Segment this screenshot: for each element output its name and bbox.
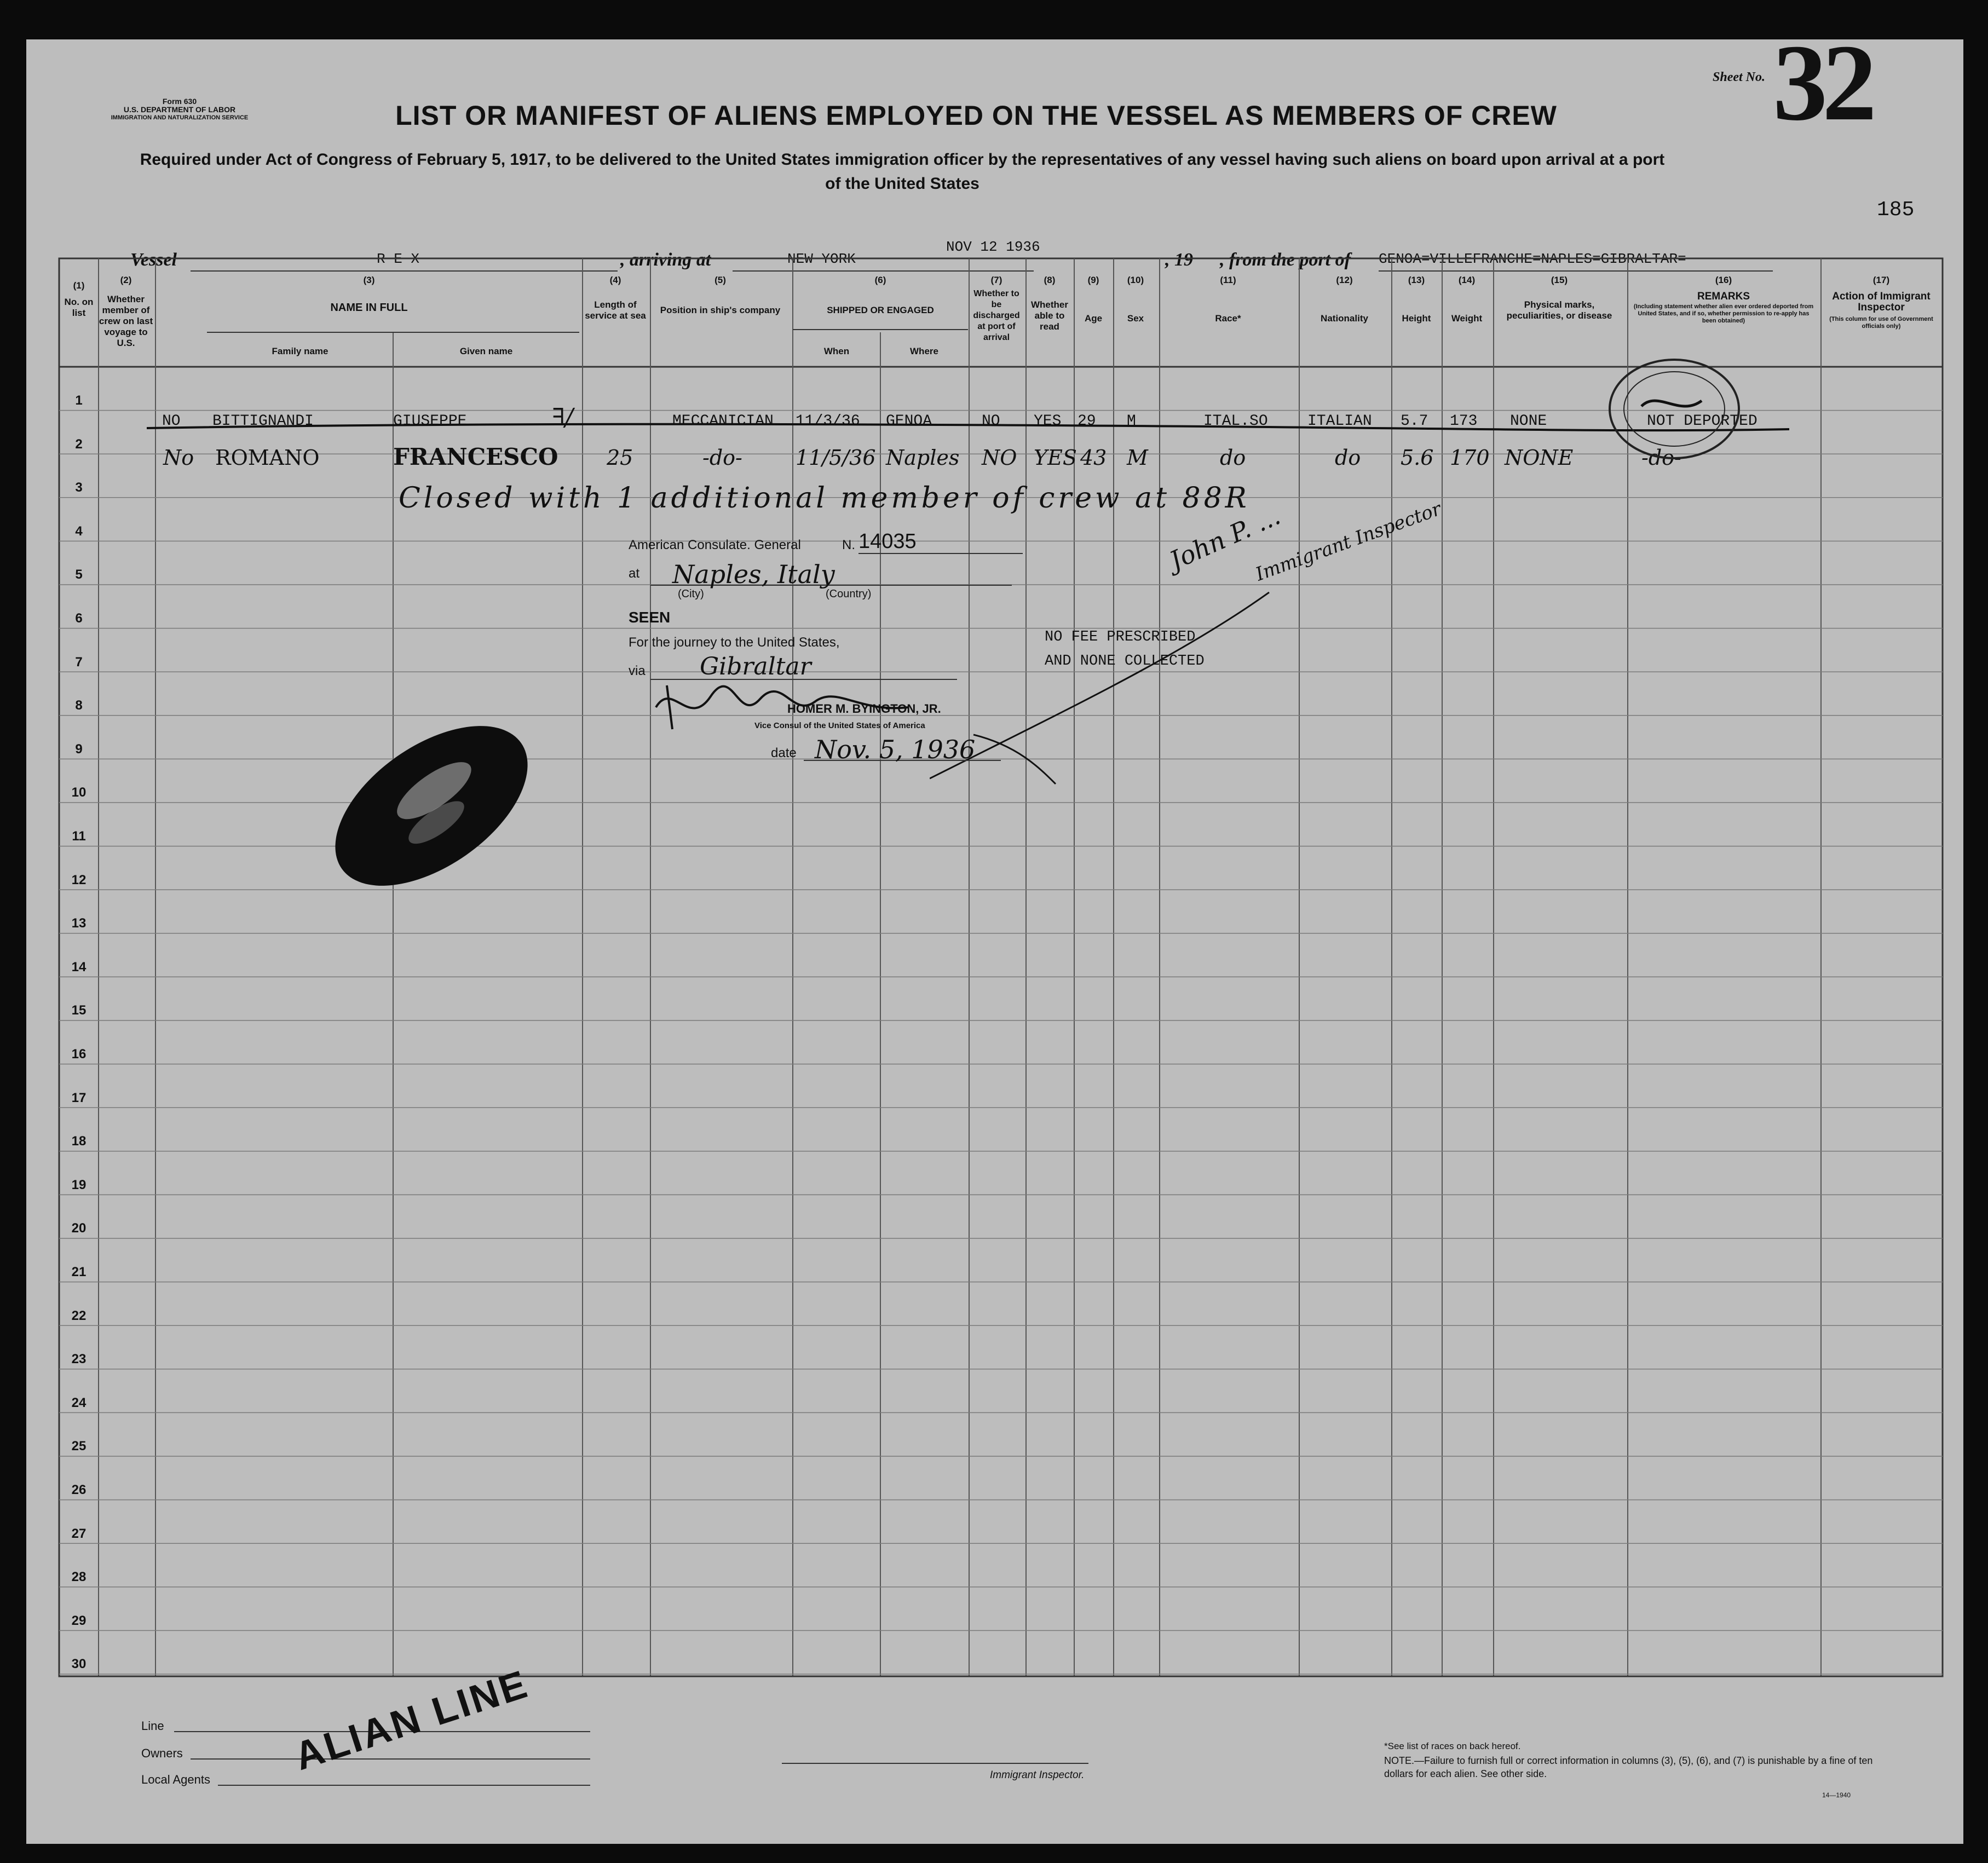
row1-marks: NONE bbox=[1510, 413, 1547, 430]
col-7-num: (7) bbox=[990, 275, 1002, 285]
consulate-city: Naples, Italy bbox=[672, 560, 835, 589]
col-3-label: NAME IN FULL bbox=[330, 302, 408, 314]
inspector-label: Immigrant Inspector. bbox=[990, 1769, 1085, 1781]
fee-stamp bbox=[1045, 625, 1205, 673]
consul-title: Vice Consul of the United States of America bbox=[754, 721, 925, 730]
row1-family: BITTIGNANDI bbox=[212, 413, 314, 430]
owners-label: Owners bbox=[141, 1746, 183, 1760]
row1-weight: 173 bbox=[1450, 413, 1478, 430]
footer-note: NOTE.—Failure to furnish full or correct information in columns (3), (5), (6), and (7) is punishable by a fine of ten dollars for each alien. See other side. bbox=[1384, 1755, 1873, 1779]
consulate-no-label: N. bbox=[842, 538, 855, 552]
row1-position: MECCANICIAN bbox=[672, 413, 774, 430]
row1-nationality: ITALIAN bbox=[1307, 413, 1372, 430]
consul-name: HOMER M. BYINGTON, JR. bbox=[787, 702, 941, 716]
row2-crew: No bbox=[163, 446, 194, 470]
sheet-label: Sheet No. bbox=[1713, 70, 1765, 84]
col-1-label: No. on list bbox=[64, 297, 94, 318]
inspector-signature-title: Immigrant Inspector bbox=[1253, 498, 1444, 586]
col-10-label: Sex bbox=[1127, 313, 1144, 324]
row-number: 18 bbox=[71, 1134, 87, 1149]
col-14-num: (14) bbox=[1458, 275, 1476, 285]
row2-discharged: NO bbox=[982, 446, 1017, 470]
manifest-sheet bbox=[26, 22, 1963, 1844]
col-15-num: (15) bbox=[1551, 275, 1568, 285]
arriving-port: NEW YORK bbox=[787, 251, 856, 267]
row-number: 21 bbox=[71, 1265, 87, 1279]
date-value: Nov. 5, 1936 bbox=[815, 735, 976, 764]
col-16-note: (Including statement whether alien ever ordered deported from United States, and if so, whether permission to re-apply has been obtained) bbox=[1633, 303, 1814, 324]
row1-read: YES bbox=[1034, 413, 1062, 430]
col-4-num: (4) bbox=[609, 275, 621, 285]
row2-nationality: do bbox=[1335, 446, 1361, 470]
form-code: 14—1940 bbox=[1822, 1791, 1851, 1799]
consulate-stamp bbox=[629, 530, 1023, 822]
row2-height: 5.6 bbox=[1401, 446, 1434, 470]
city-label: (City) bbox=[678, 588, 704, 600]
date-stamp: NOV 12 1936 bbox=[946, 239, 1040, 255]
col-13-label: Height bbox=[1402, 313, 1431, 324]
col-6-where: Where bbox=[910, 346, 938, 356]
row1-when: 11/3/36 bbox=[796, 413, 860, 430]
form-id-line: IMMIGRATION AND NATURALIZATION SERVICE bbox=[111, 114, 249, 121]
row-number: 7 bbox=[75, 654, 83, 670]
sheet-number: 32 bbox=[1773, 22, 1871, 143]
embossed-seal bbox=[300, 685, 563, 926]
via-label: via bbox=[629, 664, 646, 678]
row-number: 29 bbox=[71, 1613, 87, 1628]
col-3-num: (3) bbox=[363, 275, 375, 285]
row-number: 4 bbox=[75, 523, 83, 539]
row1-crew: NO bbox=[162, 413, 181, 430]
inspector-signature: John P. ... bbox=[1165, 500, 1285, 576]
row-number: 8 bbox=[75, 698, 83, 713]
row1-where: GENOA bbox=[886, 413, 932, 430]
row2-sex: M bbox=[1127, 446, 1148, 470]
row2-given: FRANCESCO bbox=[393, 443, 558, 470]
form-id-line: Form 630 bbox=[162, 97, 197, 106]
from-port: GENOA=VILLEFRANCHE=NAPLES=GIBRALTAR= bbox=[1379, 251, 1686, 267]
col-16-label: REMARKS bbox=[1697, 291, 1750, 302]
seen-label: SEEN bbox=[629, 609, 671, 626]
col-11-label: Race* bbox=[1215, 313, 1241, 324]
row2-age: 43 bbox=[1080, 446, 1107, 470]
row2-family: ROMANO bbox=[215, 446, 320, 470]
row-number: 30 bbox=[71, 1657, 87, 1672]
fee-stamp-line: NO FEE PRESCRIBED bbox=[1045, 629, 1196, 645]
col-3-given: Given name bbox=[459, 346, 513, 356]
race-note: *See list of races on back hereof. bbox=[1384, 1741, 1521, 1751]
row-number: 10 bbox=[71, 785, 87, 800]
line-stamp: ALIAN LINE bbox=[289, 1662, 534, 1779]
row-number: 22 bbox=[71, 1308, 87, 1323]
row-number: 25 bbox=[71, 1439, 87, 1454]
col-6-num: (6) bbox=[874, 275, 886, 285]
row-number: 16 bbox=[71, 1047, 87, 1062]
row-number: 11 bbox=[72, 829, 86, 844]
consulate-no-underline bbox=[858, 553, 1023, 554]
row-number: 6 bbox=[75, 611, 83, 626]
col-5-label: Position in ship's company bbox=[660, 305, 781, 315]
col-8-label: Whether able to read bbox=[1031, 299, 1068, 332]
col-14-label: Weight bbox=[1451, 313, 1483, 324]
from-label: , from the port of bbox=[1220, 250, 1351, 270]
row-number: 27 bbox=[71, 1526, 87, 1541]
row1-age: 29 bbox=[1077, 413, 1096, 430]
owners-underline bbox=[191, 1758, 590, 1760]
consulate-no-value: 14035 bbox=[858, 530, 917, 553]
col-15-label: Physical marks, peculiarities, or disease bbox=[1506, 299, 1612, 321]
fee-stamp-line: AND NONE COLLECTED bbox=[1045, 653, 1205, 670]
consulate-line1: American Consulate. General bbox=[629, 538, 801, 552]
col-6-when: When bbox=[823, 346, 850, 356]
row-number: 3 bbox=[75, 480, 83, 495]
consulate-at-label: at bbox=[629, 566, 640, 581]
page-subtitle: Required under Act of Congress of February 5, 1917, to be delivered to the United States immigration officer by the representatives of any vessel having such aliens on board upon arrival at a port of the United States bbox=[140, 151, 1665, 193]
row-number: 12 bbox=[71, 872, 87, 887]
via-value: Gibraltar bbox=[700, 653, 811, 680]
col-17-label: Action of Immigrant Inspector bbox=[1832, 291, 1931, 313]
col-16-num: (16) bbox=[1715, 275, 1732, 285]
col-11-num: (11) bbox=[1220, 275, 1236, 285]
col-13-num: (13) bbox=[1408, 275, 1425, 285]
row1-race: ITAL.SO bbox=[1203, 413, 1268, 430]
row2-when: 11/5/36 bbox=[796, 446, 876, 470]
row-number: 19 bbox=[71, 1177, 87, 1192]
row-number: 14 bbox=[71, 959, 87, 974]
row2-position: -do- bbox=[702, 446, 742, 470]
arriving-label: , arriving at bbox=[620, 250, 711, 270]
row-number: 1 bbox=[75, 393, 83, 408]
closed-note: Closed with 1 additional member of crew at 88R bbox=[399, 482, 1250, 515]
row-number: 5 bbox=[75, 567, 83, 582]
col-3-family: Family name bbox=[272, 346, 329, 356]
col-7-label: Whether to be discharged at port of arrival bbox=[973, 289, 1020, 342]
row2-service: 25 bbox=[607, 446, 633, 470]
col-17-note: (This column for use of Government officials only) bbox=[1829, 316, 1933, 330]
col-1-num: (1) bbox=[73, 280, 85, 291]
page-title: LIST OR MANIFEST OF ALIENS EMPLOYED ON THE VESSEL AS MEMBERS OF CREW bbox=[395, 100, 1557, 131]
row1-handwritten-mark: ∃∕ bbox=[552, 403, 573, 431]
col-17-num: (17) bbox=[1872, 275, 1890, 285]
row2-weight: 170 bbox=[1450, 446, 1490, 470]
line-label: Line bbox=[141, 1719, 164, 1733]
col-2-label: Whether member of crew on last voyage to U.S. bbox=[99, 294, 153, 348]
country-label: (Country) bbox=[826, 588, 872, 600]
row1-height: 5.7 bbox=[1401, 413, 1428, 430]
row-number: 23 bbox=[71, 1352, 87, 1367]
row-number: 9 bbox=[75, 741, 83, 757]
form-id-line: U.S. DEPARTMENT OF LABOR bbox=[123, 105, 236, 114]
serial-number: 185 bbox=[1877, 198, 1915, 222]
col-2-num: (2) bbox=[120, 275, 132, 285]
strikethrough-line bbox=[147, 417, 1789, 439]
row1-remarks: NOT DEPORTED bbox=[1647, 413, 1757, 430]
date-label: date bbox=[771, 746, 797, 760]
row2-where: Naples bbox=[886, 446, 960, 470]
row1-given: GIUSEPPE bbox=[393, 413, 467, 430]
vessel-name: R E X bbox=[377, 251, 420, 267]
col-10-num: (10) bbox=[1127, 275, 1144, 285]
row2-race: do bbox=[1220, 446, 1246, 470]
row1-sex: M bbox=[1127, 413, 1136, 430]
row-number: 26 bbox=[71, 1483, 87, 1497]
row-number: 24 bbox=[71, 1395, 87, 1410]
row-number: 2 bbox=[75, 436, 83, 452]
row1-discharged: NO bbox=[982, 413, 1000, 430]
agents-underline bbox=[218, 1785, 590, 1786]
col-9-num: (9) bbox=[1087, 275, 1099, 285]
col-6-label: SHIPPED OR ENGAGED bbox=[827, 305, 934, 315]
row-number: 28 bbox=[71, 1570, 87, 1585]
vessel-label: Vessel bbox=[130, 250, 177, 270]
inspector-underline bbox=[782, 1763, 1088, 1764]
col-8-num: (8) bbox=[1044, 275, 1056, 285]
row-number: 17 bbox=[71, 1090, 87, 1105]
consul-signature bbox=[650, 674, 913, 735]
col-4-label: Length of service at sea bbox=[585, 299, 646, 321]
col-12-num: (12) bbox=[1336, 275, 1353, 285]
col-9-label: Age bbox=[1084, 313, 1103, 324]
agents-label: Local Agents bbox=[141, 1773, 210, 1786]
col-5-num: (5) bbox=[714, 275, 726, 285]
col-12-label: Nationality bbox=[1321, 313, 1368, 324]
row-number: 13 bbox=[71, 916, 87, 931]
row2-marks: NONE bbox=[1505, 446, 1574, 470]
consulate-seal bbox=[1598, 351, 1751, 466]
row2-read: YES bbox=[1034, 446, 1077, 470]
row-number: 20 bbox=[71, 1221, 87, 1236]
row2-remarks: -do- bbox=[1641, 446, 1681, 470]
year-label: , 19 bbox=[1165, 250, 1193, 270]
journey-label: For the journey to the United States, bbox=[629, 635, 840, 650]
row-number: 15 bbox=[71, 1003, 87, 1018]
